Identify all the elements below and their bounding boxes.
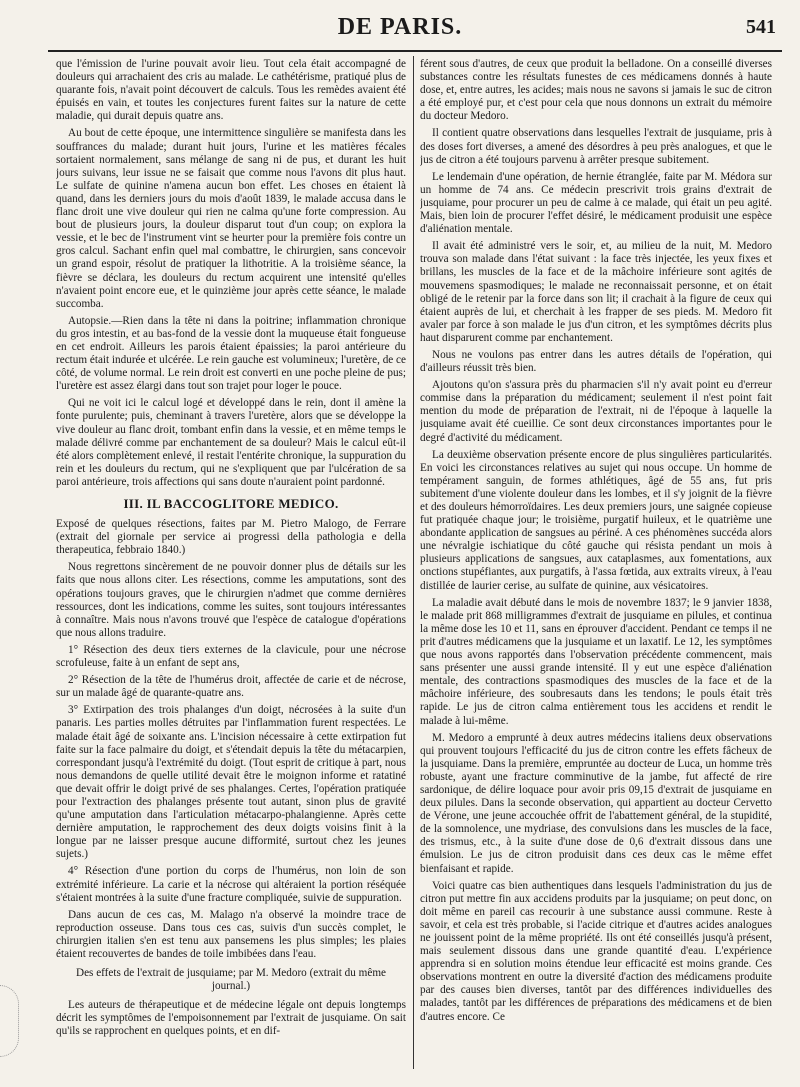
paragraph: 2° Résection de la tête de l'humérus droit, affectée de carie et de nécrose, sur un malade âgé de quarante-quatre ans. [56,674,406,700]
paragraph: Nous ne voulons pas entrer dans les autres détails de l'opération, qui d'ailleurs réussit très bien. [420,348,772,375]
paragraph: La maladie avait débuté dans le mois de novembre 1837; le 9 janvier 1838, le malade prit 868 milligrammes d'extrait de jusquiame en pilules, et continua la même dose les 10 et 11, sans en éprouver d'accident. Pendant ce temps il ne prit d'autres médicamens que la jusquiame et un laxatif. Le 12, les symptômes que nous avons rapportés dans l'observation précédente commencent, mais sans présenter une aussi grande intensité. Il y eut une espèce d'aliénation mentale, des contractions spasmodiques des muscles de la face et de la mâchoire inférieure, des soubresauts dans les tendons; le pouls était très rapide. Le jus de citron calma entièrement tous les accidens et rendit le malade à lui-même. [420,596,772,727]
paragraph: férent sous d'autres, de ceux que produit la belladone. On a conseillé diverses substances contre les résultats funestes de ces médicamens donnés à haute dose, et, entre autres, les acides; mais nous ne savons si jamais le suc de citron a été employé pur, et c'est pour cela que nous donnons un extrait du mémoire du docteur Medoro. [420,58,772,123]
paragraph: Il avait été administré vers le soir, et, au milieu de la nuit, M. Medoro trouva son malade dans l'état suivant : la face très injectée, les yeux fixes et brillans, les muscles de la face et de la mâchoire inférieure sont agités de mouvemens spasmodiques; le malade ne reconnaissait personne, et on était obligé de le retenir par la force dans son lit; il crachait à la figure de ceux qui étaient auprès de lui, et cherchait à les frapper de ses pieds. M. Medoro fit avaler par force à son malade le jus d'un citron, et les symptômes décrits plus haut disparurent comme par enchantement. [420,240,772,344]
paragraph: 1° Résection des deux tiers externes de la clavicule, pour une nécrose scrofuleuse, faite à un enfant de sept ans, [56,643,406,670]
paragraph: 4° Résection d'une portion du corps de l'humérus, non loin de son extrémité inférieure. La carie et la nécrose qui altéraient la portion réséquée s'étaient montrées à la suite d'une fracture compliquée, suivie de suppuration. [56,865,406,904]
paragraph: Les auteurs de thérapeutique et de médecine légale ont depuis longtemps décrit les symptômes de l'empoisonnement par l'extrait de jusquiame. On sait qu'ils se rapprochent en quelques points, et en dif- [56,999,406,1038]
paragraph: Voici quatre cas bien authentiques dans lesquels l'administration du jus de citron put mettre fin aux accidens produits par la jusquiame; on peut donc, on doit même en pareil cas recourir à une substance aussi commune. Reste à savoir, et cela est très probable, si l'acide citrique et d'autres acides analogues ne jouissent point de la même propriété. Ils ont été conseillés jusqu'à présent, mais seulement dissous dans une grande quantité d'eau. L'expérience apprendra si en solution moins étendue leur efficacité est moins grande. Ces observations montrent en outre la diversité d'action des médicamens produite par des causes bien diverses, tantôt par des différences individuelles des malades, tantôt par les différences de préparations des médicamens et de bien d'autres encore. Ce [420,879,772,1023]
paragraph: Dans aucun de ces cas, M. Malago n'a observé la moindre trace de reproduction osseuse. Dans tous ces cas, suivis d'un succès complet, le chirurgien italien s'en est tenu aux pansemens les plus simples; les plaies étaient recouvertes de bandes de toile imbibées dans l'eau. [56,908,406,960]
paragraph: Autopsie.—Rien dans la tête ni dans la poitrine; inflammation chronique du gros intestin, et au bas-fond de la vessie dont la muqueuse était fongueuse en cet endroit. Ailleurs les parois étaient épaissies; la paroi antérieure du rectum était indurée et ulcérée. Le rein gauche est volumineux; l'uretère, de ce côté, de volume normal. Le rein droit est converti en une poche pleine de pus; l'uretère est assez élargi dans tout son trajet pour loger le pouce. [56,314,406,393]
paragraph: Nous regrettons sincèrement de ne pouvoir donner plus de détails sur les faits que nous allons citer. Les résections, comme les amputations, sont des opérations toujours graves, que le chirurgien n'admet que comme dernières ressources, dont les indications, comme les suites, sont toujours intéressantes à connaître. Mais nous n'avons trouvé que l'espèce de catalogue d'opérations que nous allons traduire. [56,561,406,639]
page-number: 541 [746,16,776,38]
section-heading: III. IL BACCOGLITORE MEDICO. [123,496,339,511]
column-divider [413,56,414,1069]
header-rule [48,50,782,52]
article-intro: Exposé de quelques résections, faites par M. Pietro Malogo, de Ferrare (extrait del giornale per service ai progressi della pathologia e della therapeutica, febbraio 1840.) [56,518,406,557]
paragraph: M. Medoro a emprunté à deux autres médecins italiens deux observations qui prouvent toujours l'efficacité du jus de citron contre les effets fâcheux de la jusquiame. Dans la première, empruntée au docteur de Luca, un homme très robuste, ayant une fracture comminutive de la jambe, fut affecté de rire sardonique, de délire loquace pour avoir pris 09,15 d'extrait de jusquiame en deux pilules. Dans la seconde observation, qui appartient au docteur Cervetto de Vérone, une jeune accouchée offrit de l'abattement général, de la stupidité, de la somnolence, une mydriase, des convulsions dans les muscles de la face, des trismus, etc., à la suite d'une dose de 0,6 d'extrait dissous dans une émulsion. Le jus de citron produisit dans ces deux cas le même effet bienfaisant et rapide. [420,731,772,875]
paragraph: Qui ne voit ici le calcul logé et développé dans le rein, dont il amène la fonte purulente; puis, cheminant à travers l'uretère, alors que se développe la vive douleur au flanc droit, tombant enfin dans la vessie, et en même temps le malade délivré comme par enchantement de sa douleur? Mais le calcul eût-il été alors complètement enlevé, il restait l'entérite chronique, la suppuration du rein et les douleurs du rectum, qui ne s'expliquent que par l'ulcération de sa paroi antérieure, trois affections qui sans doute n'auraient point pardonné. [56,397,406,488]
article-subheading: Des effets de l'extrait de jusquiame; par M. Medoro (extrait du même journal.) [76,967,386,993]
paragraph: La deuxième observation présente encore de plus singulières particularités. En voici les circonstances relatives au sujet qui nous occupe. Un homme de tempérament sanguin, de formes athlétiques, âgé de 55 ans, fut pris subitement d'une violente douleur dans les lombes, et il s'y joignit de la fièvre et des douleurs hémorroïdaires. Les deux premiers jours, une saignée copieuse fut pratiquée chaque jour; le troisième, purgatif huileux, et le quatrième une abondante application de sangsues au périné. A ces phénomènes succéda alors une névralgie ischiatique du côté gauche qui résista pendant un mois à plusieurs applications de sangsues, aux cataplasmes, aux fomentations, aux onctions stupéfiantes, aux purgatifs, à l'assa fœtida, aux extraits vireux, à l'eau distillée de laurier cerise, au sulfate de quinine, aux vésicatoires. [420,448,772,592]
page-header [0,8,800,48]
left-column [56,58,406,1078]
paragraph: 3° Extirpation des trois phalanges d'un doigt, nécrosées à la suite d'un panaris. Les parties molles détruites par l'inflammation furent respectées. Le malade était âgé de soixante ans. L'incision nécessaire à cette extirpation fut faite sur la face palmaire du doigt, et s'étendait depuis la tête du métacarpien, correspondant jusqu'à l'extrémité du doigt. (Tout esprit de critique à part, nous nous demandons de quelle utilité devait être le moignon informe et ratatiné que devait offrir le doigt privé de ses phalanges. Certes, l'opération pratiquée pour l'extraction des phalanges présente tout autant, sinon plus de gravité qu'une amputation dans l'articulation métacarpo-phalangienne. Après cette dernière amputation, le rapprochement des deux doigts voisins finit à la longue par ne laisser presque aucune difformité, surtout chez les jeunes sujets.) [56,704,406,861]
paragraph: Au bout de cette époque, une intermittence singulière se manifesta dans les souffrances du malade; durant huit jours, l'urine et les matières fécales sortaient normalement, sans mélange de sang ni de pus, et durant les huit jours suivans, leur issue ne se faisait que comme nous l'avons dit plus haut. Le sulfate de quinine n'amena aucun bon effet. Les choses en étaient là quand, dans les derniers jours du mois d'août 1839, le malade accusa dans le flanc droit une vive douleur qui rien ne calma qu'une forte compression. Au bout de plusieurs jours, la douleur disparut tout d'un coup; on explora la vessie, et le bec de l'instrument vint se heurter pour la première fois contre un gros calcul. Sachant enfin quel mal combattre, le chirurgien, sans concevoir un grand espoir, résolut de pratiquer la lithotritie. A la troisième séance, la fièvre se déclara, les douleurs du rectum acquirent une intensité qu'elles n'avaient point encore eue, et le quinzième jour après cette séance, le malade succomba. [56,127,406,310]
running-head: DE PARIS. [337,14,463,40]
paragraph: Le lendemain d'une opération, de hernie étranglée, faite par M. Médora sur un homme de 74 ans. Ce médecin prescrivit trois grains d'extrait de jusquiame, pour procurer un peu de calme à ce malade, qui était un peu agité. Mais, bien loin de procurer l'effet désiré, le médicament produisit une espèce d'aliénation mentale. [420,170,772,236]
paragraph: Ajoutons qu'on s'assura près du pharmacien s'il n'y avait point eu d'erreur commise dans la préparation du médicament; seulement il n'est point fait mention du mode de préparation de l'extrait, ni de l'époque à laquelle la jusquiame avait été cueillie. Ce sont deux circonstances importantes pour le degré d'activité du médicament. [420,379,772,444]
paragraph: Il contient quatre observations dans lesquelles l'extrait de jusquiame, pris à des doses fort diverses, a amené des désordres à peu près analogues, et que le jus de citron a été toujours parvenu à arrêter presque subitement. [420,127,772,166]
binding-stamp [0,985,19,1057]
right-column [420,58,772,1078]
paragraph: que l'émission de l'urine pouvait avoir lieu. Tout cela était accompagné de douleurs qui arrachaient des cris au malade. Le cathétérisme, pratiqué plus de quarante fois, n'avait point découvert de calculs. Tous les remèdes avaient été épuisés en vain, et toutes les conjectures furent faites sur la nature de cette maladie, qui durait depuis quatre ans. [56,58,406,123]
